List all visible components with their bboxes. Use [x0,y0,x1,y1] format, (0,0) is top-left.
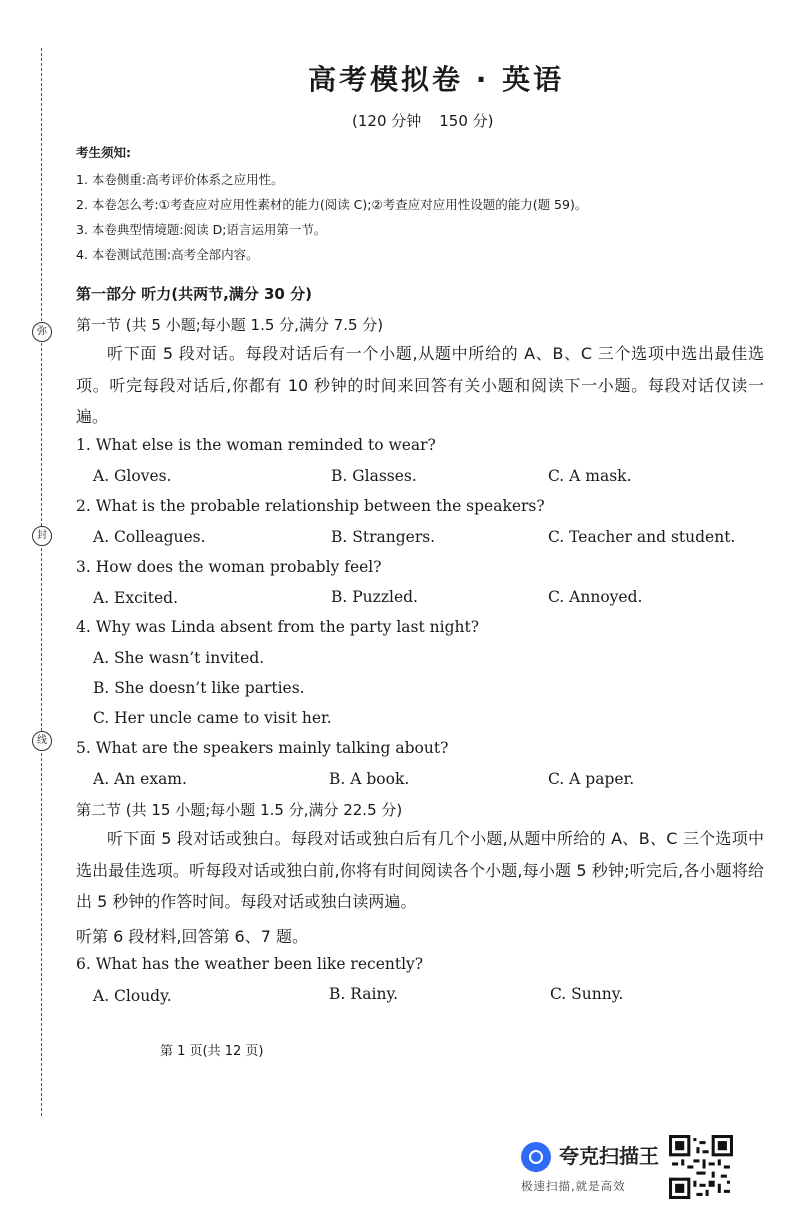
exam-score: 150 分) [439,112,494,130]
material-note: 听第 6 段材料,回答第 6、7 题。 [76,927,308,946]
exam-subtitle [352,110,494,131]
exam-title: 高考模拟卷 · 英语 [308,63,565,96]
notice-item: 3. 本卷典型情境题:阅读 D;语言运用第一节。 [76,222,327,237]
question-1-option-b: B. Glasses. [331,467,417,485]
question-3-option-a: A. Excited. [93,589,178,607]
question-5-stem: 5. What are the speakers mainly talking about? [76,739,449,757]
question-6-option-a: A. Cloudy. [93,987,172,1005]
part1-heading: 第一部分 听力(共两节,满分 30 分) [76,285,312,303]
question-1-option-c: C. A mask. [548,467,632,485]
scanner-logo-icon [521,1142,551,1172]
notice-heading: 考生须知: [76,145,131,160]
binding-mark-xian: 线 [32,731,52,751]
question-5-option-b: B. A book. [329,770,410,788]
notice-item: 1. 本卷侧重:高考评价体系之应用性。 [76,172,284,187]
notice-item: 4. 本卷测试范围:高考全部内容。 [76,247,259,262]
scanner-brand: 夸克扫描王 [559,1144,659,1168]
scanner-tagline: 极速扫描,就是高效 [521,1179,626,1193]
question-4-option-b: B. She doesn’t like parties. [93,679,305,697]
candidate-notice [76,143,587,267]
binding-dashed-line [41,48,42,1116]
question-5-option-a: A. An exam. [93,770,187,788]
question-6-option-c: C. Sunny. [550,985,624,1003]
question-4-option-a: A. She wasn’t invited. [93,649,265,667]
question-5-option-c: C. A paper. [548,770,635,788]
question-3-option-b: B. Puzzled. [331,588,418,606]
binding-mark-feng: 封 [32,526,52,546]
question-4-stem: 4. Why was Linda absent from the party last night? [76,618,480,636]
question-2-option-c: C. Teacher and student. [548,528,736,546]
exam-duration: (120 分钟 [352,112,422,130]
question-6-stem: 6. What has the weather been like recently? [76,955,424,973]
section2-instructions: 听下面 5 段对话或独白。每段对话或独白后有几个小题,从题中所给的 A、B、C 三个选项中选出最佳选项。听每段对话或独白前,你将有时间阅读各个小题,每小题 5 秒钟;听完后,各小题将给出 5 秒钟的作答时间。每段对话或独白读两遍。 [76,829,764,911]
notice-item: 2. 本卷怎么考:①考查应对应用性素材的能力(阅读 C);②考查应对应用性设题的能力(题 59)。 [76,197,588,212]
binding-mark-mi: 弥 [32,322,52,342]
question-2-stem: 2. What is the probable relationship between the speakers? [76,497,545,515]
question-1-stem: 1. What else is the woman reminded to wear? [76,436,436,454]
question-2-option-b: B. Strangers. [331,528,436,546]
section1-heading: 第一节 (共 5 小题;每小题 1.5 分,满分 7.5 分) [76,316,384,334]
question-1-option-a: A. Gloves. [93,467,172,485]
question-3-stem: 3. How does the woman probably feel? [76,558,382,576]
scanner-watermark [521,1138,661,1198]
question-4-option-c: C. Her uncle came to visit her. [93,709,332,727]
section2-heading: 第二节 (共 15 小题;每小题 1.5 分,满分 22.5 分) [76,801,403,819]
section1-instructions: 听下面 5 段对话。每段对话后有一个小题,从题中所给的 A、B、C 三个选项中选出最佳选项。听完每段对话后,你都有 10 秒钟的时间来回答有关小题和阅读下一小题。每段对话仅读一遍。 [76,344,764,426]
question-6-option-b: B. Rainy. [329,985,399,1003]
qr-code-icon [669,1135,733,1199]
question-2-option-a: A. Colleagues. [93,528,206,546]
question-3-option-c: C. Annoyed. [548,588,643,606]
page-footer: 第 1 页(共 12 页) [160,1044,264,1059]
